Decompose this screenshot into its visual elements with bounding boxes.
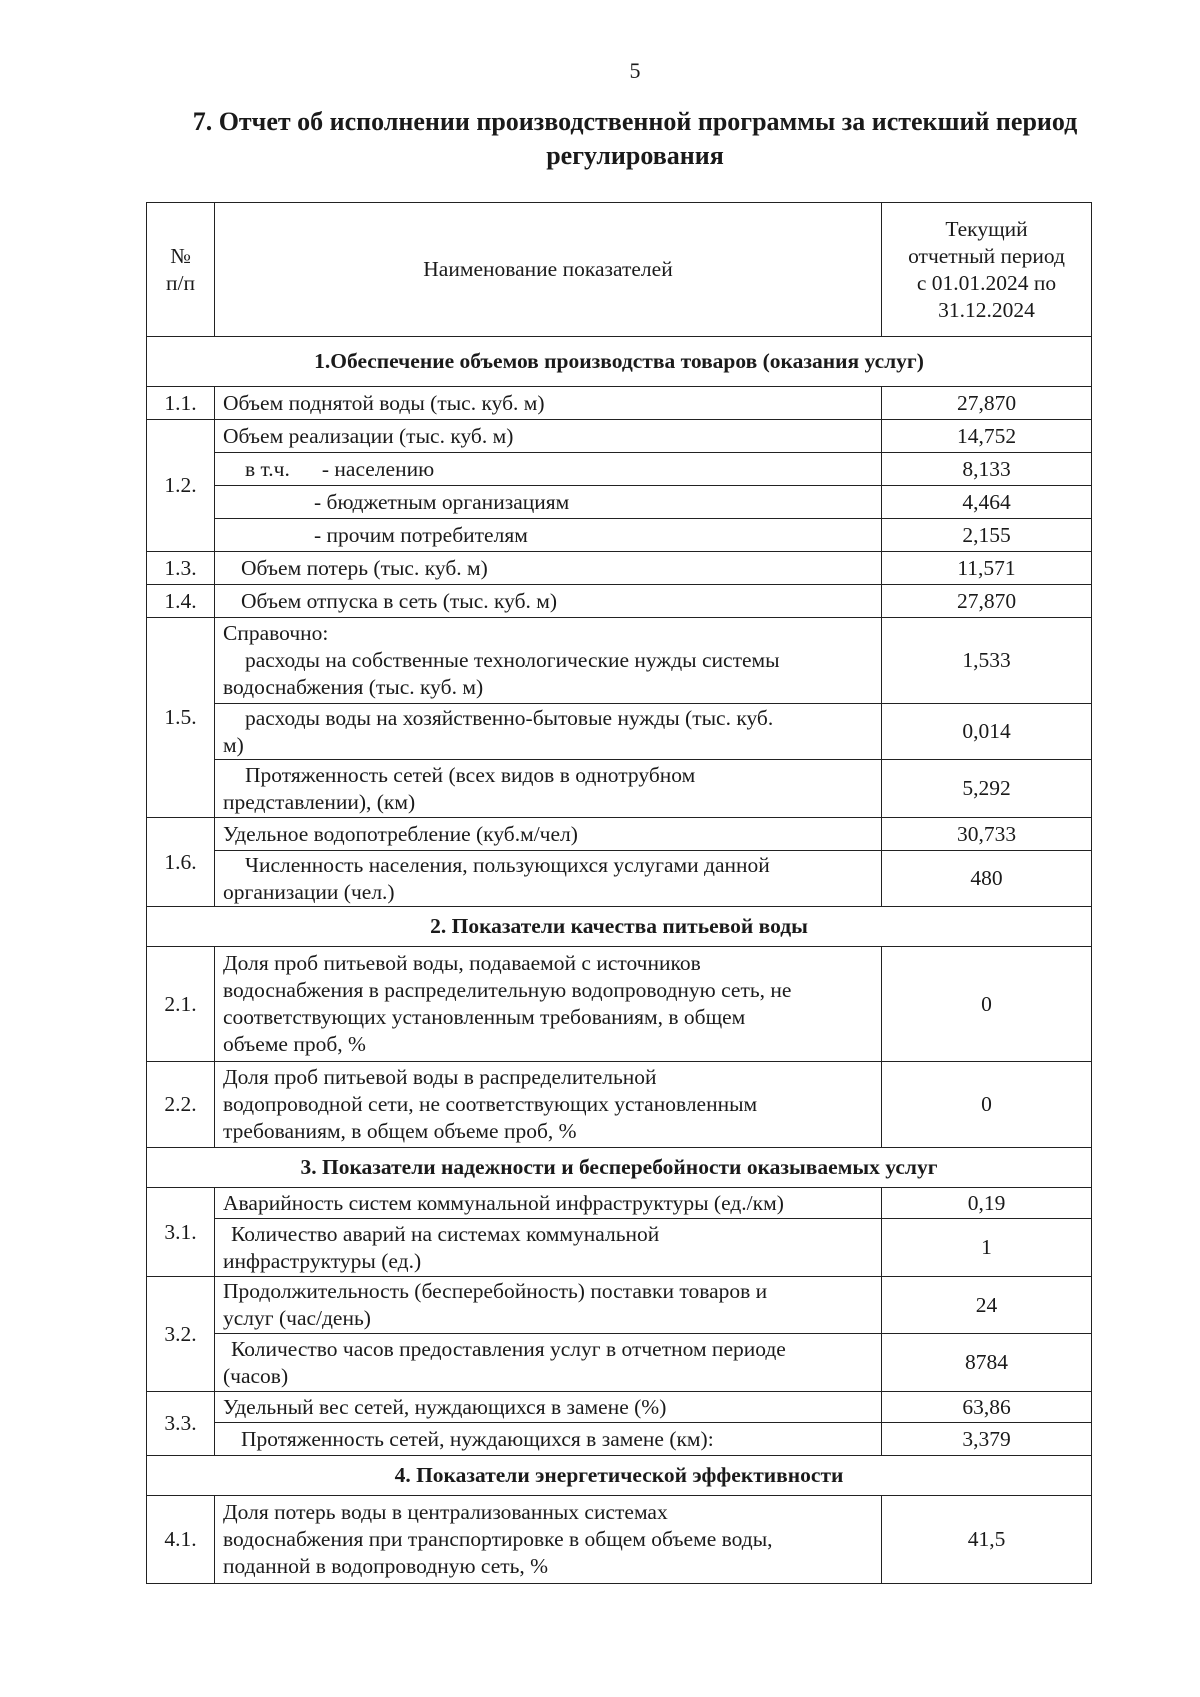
row-text-line-1: Доля проб питьевой воды, подаваемой с источников bbox=[223, 951, 701, 975]
row-value: 1,533 bbox=[882, 618, 1092, 704]
row-name: Объем потерь (тыс. куб. м) bbox=[215, 552, 882, 585]
section-title: 3. Показатели надежности и бесперебойности оказываемых услуг bbox=[147, 1148, 1092, 1188]
row-value: 0,014 bbox=[882, 704, 1092, 760]
row-name: Объем реализации (тыс. куб. м) bbox=[215, 420, 882, 453]
row-number: 1.4. bbox=[147, 585, 215, 618]
header-period-line-2: отчетный период bbox=[908, 243, 1065, 268]
row-text-line-2: представлении), (км) bbox=[223, 789, 416, 814]
row-name bbox=[215, 704, 882, 760]
table-row-1-3 bbox=[147, 552, 1092, 585]
row-value: 8784 bbox=[882, 1334, 1092, 1392]
row-value: 11,571 bbox=[882, 552, 1092, 585]
row-value: 63,86 bbox=[882, 1392, 1092, 1423]
table-row-3-2a bbox=[147, 1277, 1092, 1334]
table-row-3-3a bbox=[147, 1392, 1092, 1423]
row-number: 2.1. bbox=[147, 947, 215, 1062]
table-row-4-1 bbox=[147, 1496, 1092, 1584]
table-row-3-3b bbox=[147, 1423, 1092, 1456]
row-name bbox=[215, 618, 882, 704]
section-row-1 bbox=[147, 337, 1092, 387]
table-row-1-2d bbox=[147, 519, 1092, 552]
table-row-1-5b bbox=[147, 704, 1092, 760]
row-name: - бюджетным организациям bbox=[215, 486, 882, 519]
row-name bbox=[215, 947, 882, 1062]
page-number: 5 bbox=[629, 58, 641, 83]
row-text-line-2: (часов) bbox=[223, 1363, 289, 1388]
section-title: 1.Обеспечение объемов производства товаров (оказания услуг) bbox=[147, 337, 1092, 387]
row-number: 3.3. bbox=[147, 1392, 215, 1456]
table-row-3-2b bbox=[147, 1334, 1092, 1392]
row-name: Объем отпуска в сеть (тыс. куб. м) bbox=[215, 585, 882, 618]
row-value: 0 bbox=[882, 947, 1092, 1062]
table-row-3-1a bbox=[147, 1188, 1092, 1219]
header-number-line-1: № bbox=[170, 243, 191, 268]
row-number: 1.3. bbox=[147, 552, 215, 585]
row-number: 1.6. bbox=[147, 818, 215, 907]
row-text-line-4: объеме проб, % bbox=[223, 1032, 366, 1056]
header-period-line-3: с 01.01.2024 по bbox=[916, 270, 1057, 295]
table-row-1-6a bbox=[147, 818, 1092, 851]
row-name: Удельное водопотребление (куб.м/чел) bbox=[215, 818, 882, 851]
section-title: 2. Показатели качества питьевой воды bbox=[147, 907, 1092, 947]
row-text-line-1: Количество часов предоставления услуг в отчетном периоде bbox=[231, 1336, 786, 1361]
row-name: Объем поднятой воды (тыс. куб. м) bbox=[215, 387, 882, 420]
table-row-1-5a bbox=[147, 618, 1092, 704]
row-name bbox=[215, 1496, 882, 1584]
row-text-line-2: водопроводной сети, не соответствующих установленным bbox=[223, 1092, 758, 1116]
row-text-line-2: инфраструктуры (ед.) bbox=[223, 1248, 422, 1273]
row-number: 4.1. bbox=[147, 1496, 215, 1584]
row-text-line-1: Протяженность сетей (всех видов в однотрубном bbox=[245, 762, 696, 787]
row-value: 24 bbox=[882, 1277, 1092, 1334]
row-number: 1.2. bbox=[147, 420, 215, 552]
header-period-line-4: 31.12.2024 bbox=[938, 297, 1035, 322]
row-text-line-1: расходы воды на хозяйственно-бытовые нужды (тыс. куб. bbox=[245, 705, 774, 730]
row-name bbox=[215, 1277, 882, 1334]
row-text-line-1: Продолжительность (бесперебойность) поставки товаров и bbox=[223, 1279, 768, 1303]
row-text-line-3: требованиям, в общем объеме проб, % bbox=[223, 1119, 577, 1143]
table-row-1-6b bbox=[147, 851, 1092, 907]
row-text-line-1: Доля проб питьевой воды в распределительной bbox=[223, 1065, 657, 1089]
header-period-line-1: Текущий bbox=[945, 216, 1028, 241]
row-name: Удельный вес сетей, нуждающихся в замене (%) bbox=[215, 1392, 882, 1423]
report-table bbox=[146, 202, 1092, 1584]
row-value: 4,464 bbox=[882, 486, 1092, 519]
row-value: 0 bbox=[882, 1062, 1092, 1148]
table-row-1-4 bbox=[147, 585, 1092, 618]
title-line-2: регулирования bbox=[546, 141, 724, 170]
row-value: 14,752 bbox=[882, 420, 1092, 453]
table-row-1-2a bbox=[147, 420, 1092, 453]
table-header-row bbox=[147, 203, 1092, 337]
row-number: 1.5. bbox=[147, 618, 215, 818]
row-text-line-3: поданной в водопроводную сеть, % bbox=[223, 1554, 549, 1578]
row-value: 1 bbox=[882, 1219, 1092, 1277]
row-name: - прочим потребителям bbox=[215, 519, 882, 552]
table-row-1-5c bbox=[147, 760, 1092, 818]
table-row-2-1 bbox=[147, 947, 1092, 1062]
section-row-2 bbox=[147, 907, 1092, 947]
row-name: Протяженность сетей, нуждающихся в замене (км): bbox=[215, 1423, 882, 1456]
row-value: 41,5 bbox=[882, 1496, 1092, 1584]
row-prefix: в т.ч. bbox=[245, 456, 290, 481]
row-value: 3,379 bbox=[882, 1423, 1092, 1456]
table-row-1-2b bbox=[147, 453, 1092, 486]
table-row-1-1 bbox=[147, 387, 1092, 420]
row-name: Аварийность систем коммунальной инфраструктуры (ед./км) bbox=[215, 1188, 882, 1219]
row-text-line-1: расходы на собственные технологические нужды системы bbox=[245, 648, 780, 672]
row-text-line-2: водоснабжения (тыс. куб. м) bbox=[223, 675, 484, 699]
section-title: 4. Показатели энергетической эффективности bbox=[147, 1456, 1092, 1496]
row-value: 0,19 bbox=[882, 1188, 1092, 1219]
table-row-2-2 bbox=[147, 1062, 1092, 1148]
title-line-1: 7. Отчет об исполнении производственной программы за истекший период bbox=[192, 107, 1078, 136]
row-value: 8,133 bbox=[882, 453, 1092, 486]
row-reference-label: Справочно: bbox=[223, 621, 329, 645]
row-name bbox=[215, 1219, 882, 1277]
row-value: 2,155 bbox=[882, 519, 1092, 552]
row-value: 27,870 bbox=[882, 387, 1092, 420]
row-number: 1.1. bbox=[147, 387, 215, 420]
row-value: 5,292 bbox=[882, 760, 1092, 818]
row-value: 30,733 bbox=[882, 818, 1092, 851]
row-number: 2.2. bbox=[147, 1062, 215, 1148]
row-subitem: - населению bbox=[321, 456, 435, 481]
row-text-line-1: Численность населения, пользующихся услугами данной bbox=[245, 852, 770, 877]
document-title bbox=[140, 105, 1130, 173]
row-name bbox=[215, 1334, 882, 1392]
table-row-3-1b bbox=[147, 1219, 1092, 1277]
section-row-3 bbox=[147, 1148, 1092, 1188]
row-text-line-1: Доля потерь воды в централизованных системах bbox=[223, 1500, 668, 1524]
header-name: Наименование показателей bbox=[215, 203, 882, 337]
row-name bbox=[215, 760, 882, 818]
header-number bbox=[147, 203, 215, 337]
row-number: 3.2. bbox=[147, 1277, 215, 1392]
row-text-line-3: соответствующих установленным требованиям, в общем bbox=[223, 1005, 746, 1029]
row-text-line-2: услуг (час/день) bbox=[223, 1306, 371, 1330]
header-period bbox=[882, 203, 1092, 337]
row-name bbox=[215, 1062, 882, 1148]
row-text-line-2: организации (чел.) bbox=[223, 879, 395, 904]
row-number: 3.1. bbox=[147, 1188, 215, 1277]
row-name bbox=[215, 453, 882, 486]
table-row-1-2c bbox=[147, 486, 1092, 519]
section-row-4 bbox=[147, 1456, 1092, 1496]
row-text-line-2: водоснабжения в распределительную водопроводную сеть, не bbox=[223, 978, 792, 1002]
header-number-line-2: п/п bbox=[166, 270, 195, 295]
row-text-line-2: м) bbox=[223, 732, 244, 757]
row-value: 27,870 bbox=[882, 585, 1092, 618]
row-text-line-1: Количество аварий на системах коммунальной bbox=[231, 1221, 660, 1246]
row-text-line-2: водоснабжения при транспортировке в общем объеме воды, bbox=[223, 1527, 773, 1551]
row-name bbox=[215, 851, 882, 907]
row-value: 480 bbox=[882, 851, 1092, 907]
